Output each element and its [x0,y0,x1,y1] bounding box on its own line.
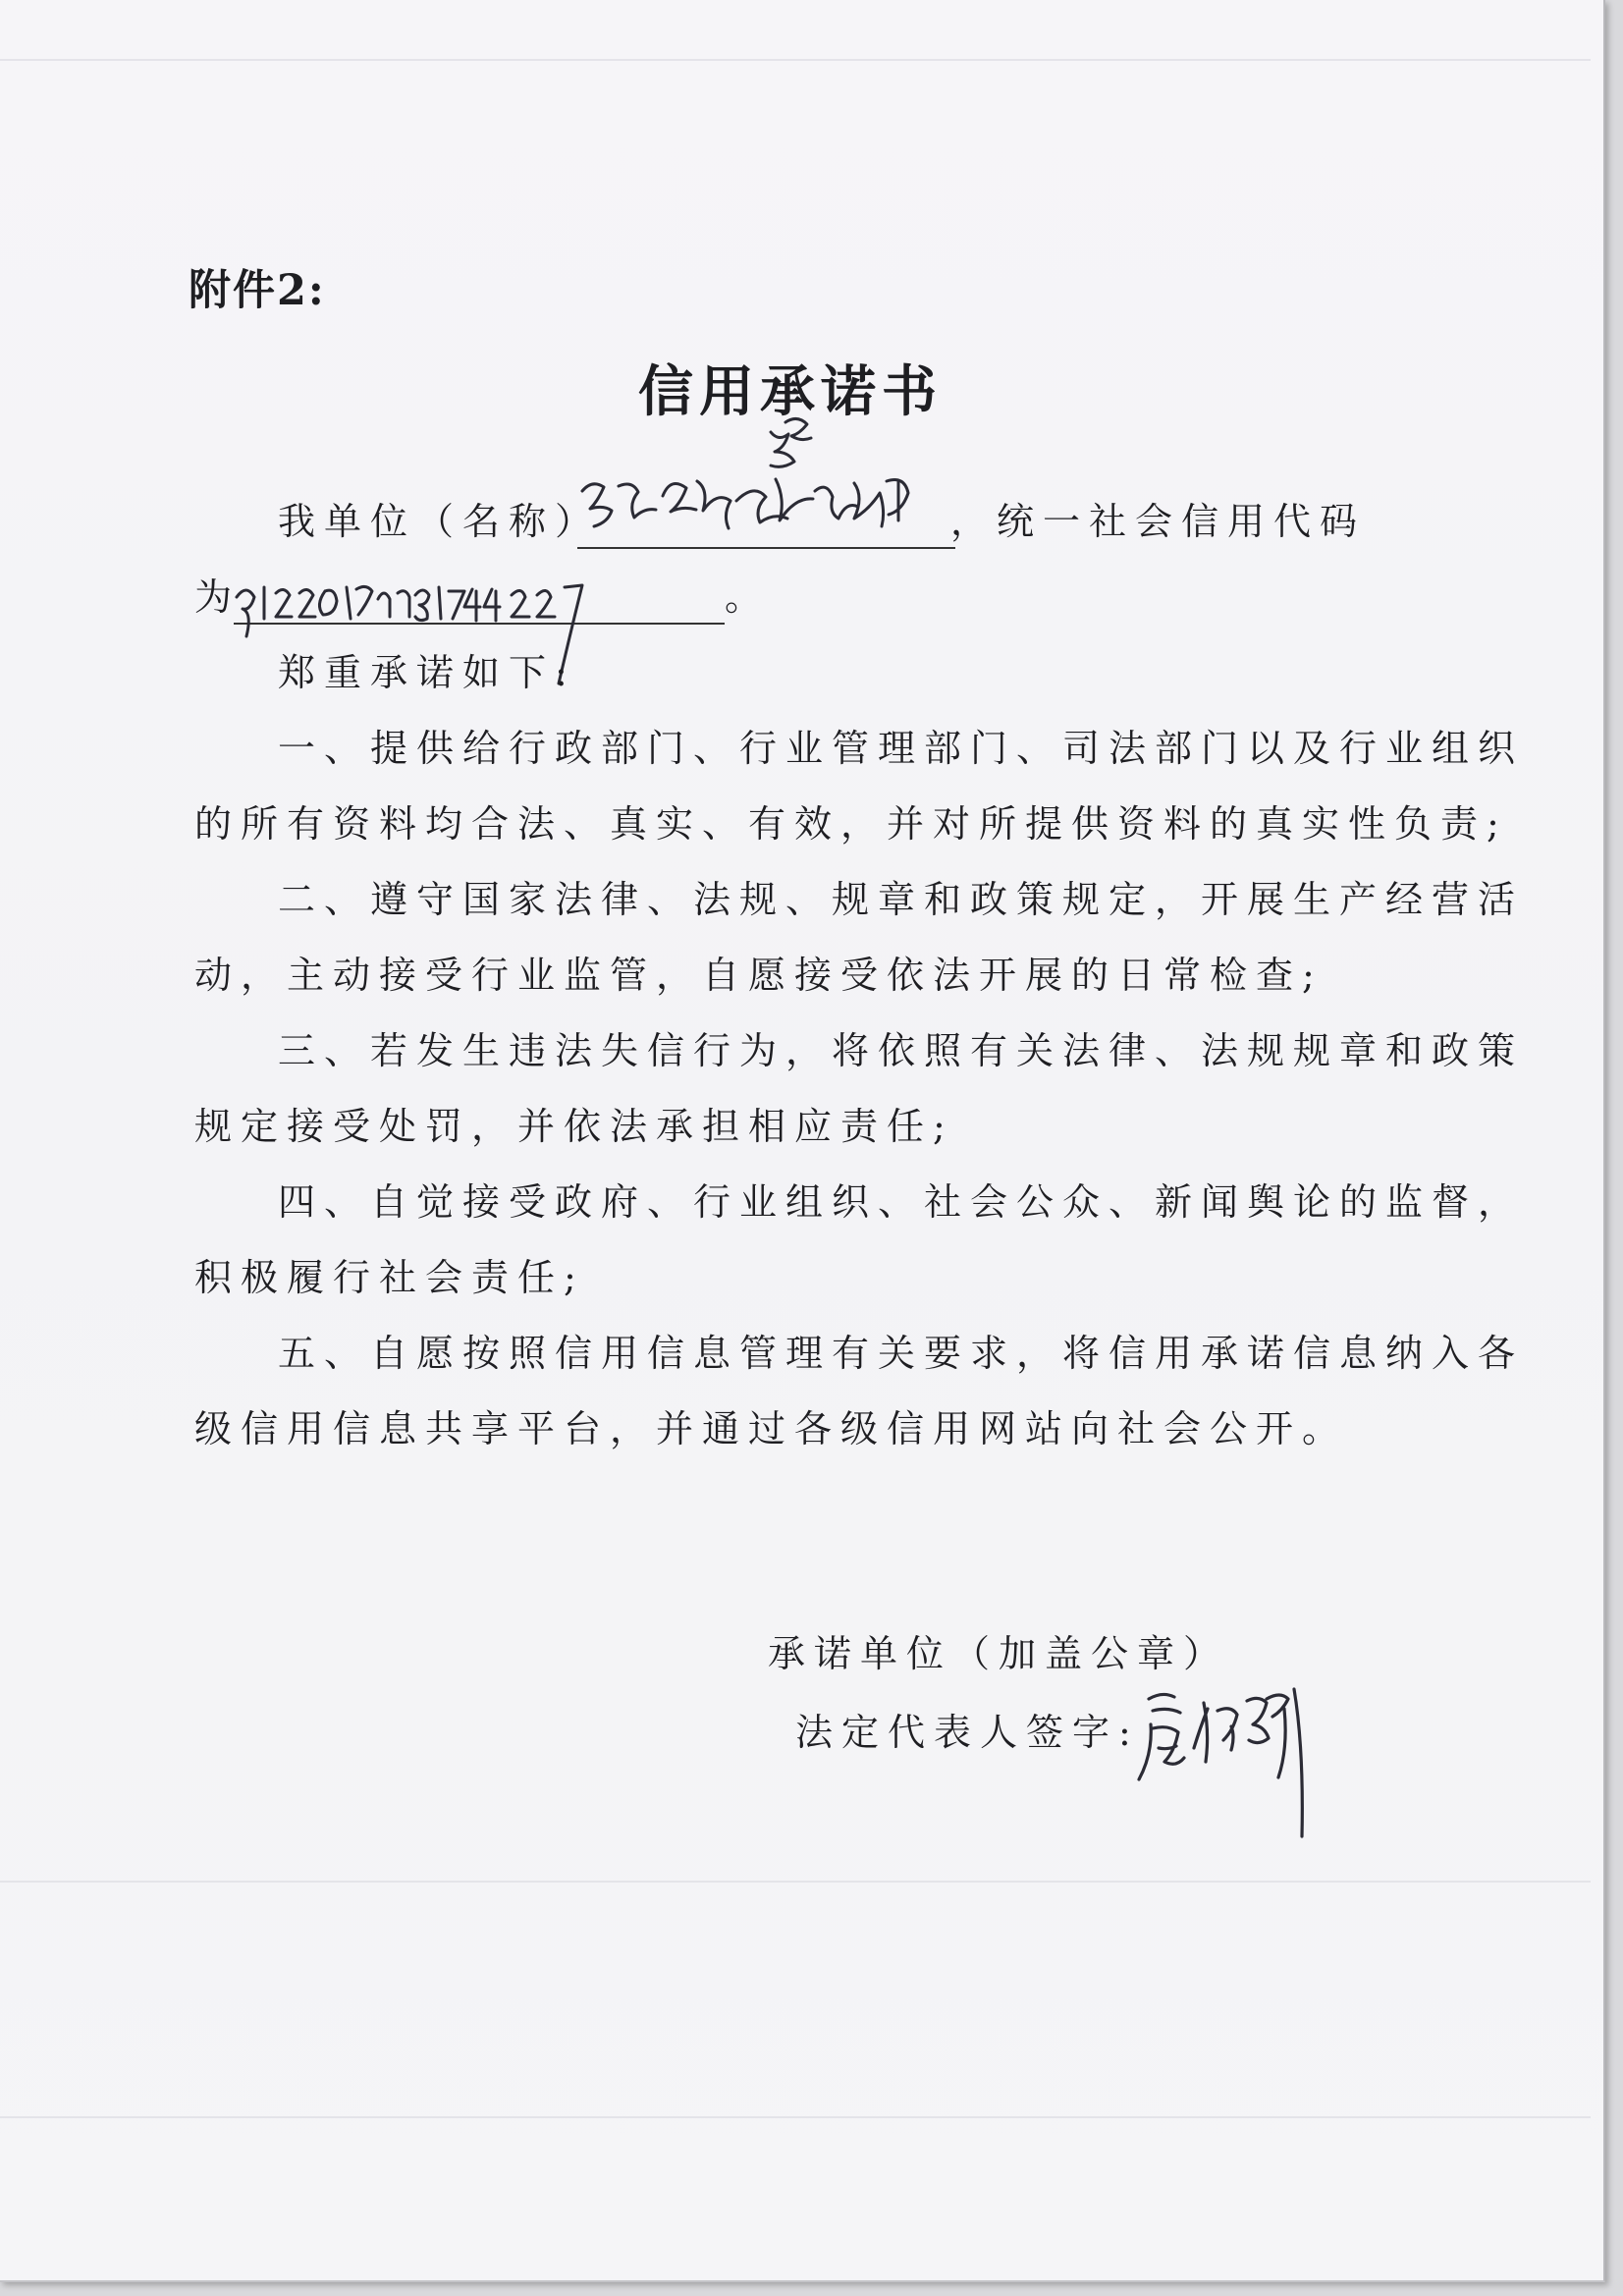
item-1-line1: 一、提供给行政部门、行业管理部门、司法部门以及行业组织 [278,727,1525,770]
legal-rep-signature [1129,1650,1345,1846]
intro-line1-prefix: 我单位（名称） [278,500,602,543]
item-3-line2: 规定接受处罚，并依法承担相应责任; [194,1105,954,1148]
item-4-line2: 积极履行社会责任; [194,1256,585,1299]
document-title: 信用承诺书 [638,359,943,424]
item-3-line1: 三、若发生违法失信行为，将依照有关法律、法规规章和政策 [278,1029,1525,1072]
scan-artifact [0,2116,1591,2118]
item-2-line2: 动，主动接受行业监管，自愿接受依法开展的日常检查; [194,954,1324,997]
item-4-line1: 四、自觉接受政府、行业组织、社会公众、新闻舆论的监督， [278,1180,1525,1224]
intro-line1-suffix: ，统一社会信用代码 [950,500,1367,543]
pledge-heading: 郑重承诺如下: [278,651,576,694]
item-5-line2: 级信用信息共享平台，并通过各级信用网站向社会公开。 [194,1407,1349,1450]
unit-seal-label: 承诺单位（加盖公章） [768,1632,1230,1675]
item-2-line1: 二、遵守国家法律、法规、规章和政策规定，开展生产经营活 [278,878,1525,921]
scan-artifact [0,59,1591,61]
intro-line2-prefix: 为 [194,575,242,619]
item-1-line2: 的所有资料均合法、真实、有效，并对所提供资料的真实性负责; [194,802,1508,846]
attachment-label: 附件2: [189,266,326,315]
scan-artifact [0,1881,1591,1883]
intro-line2-suffix: 。 [725,575,772,619]
unit-name-handwriting [574,412,947,560]
legal-rep-label: 法定代表人签字: [795,1711,1140,1754]
item-5-line1: 五、自愿按照信用信息管理有关要求，将信用承诺信息纳入各 [278,1332,1525,1375]
